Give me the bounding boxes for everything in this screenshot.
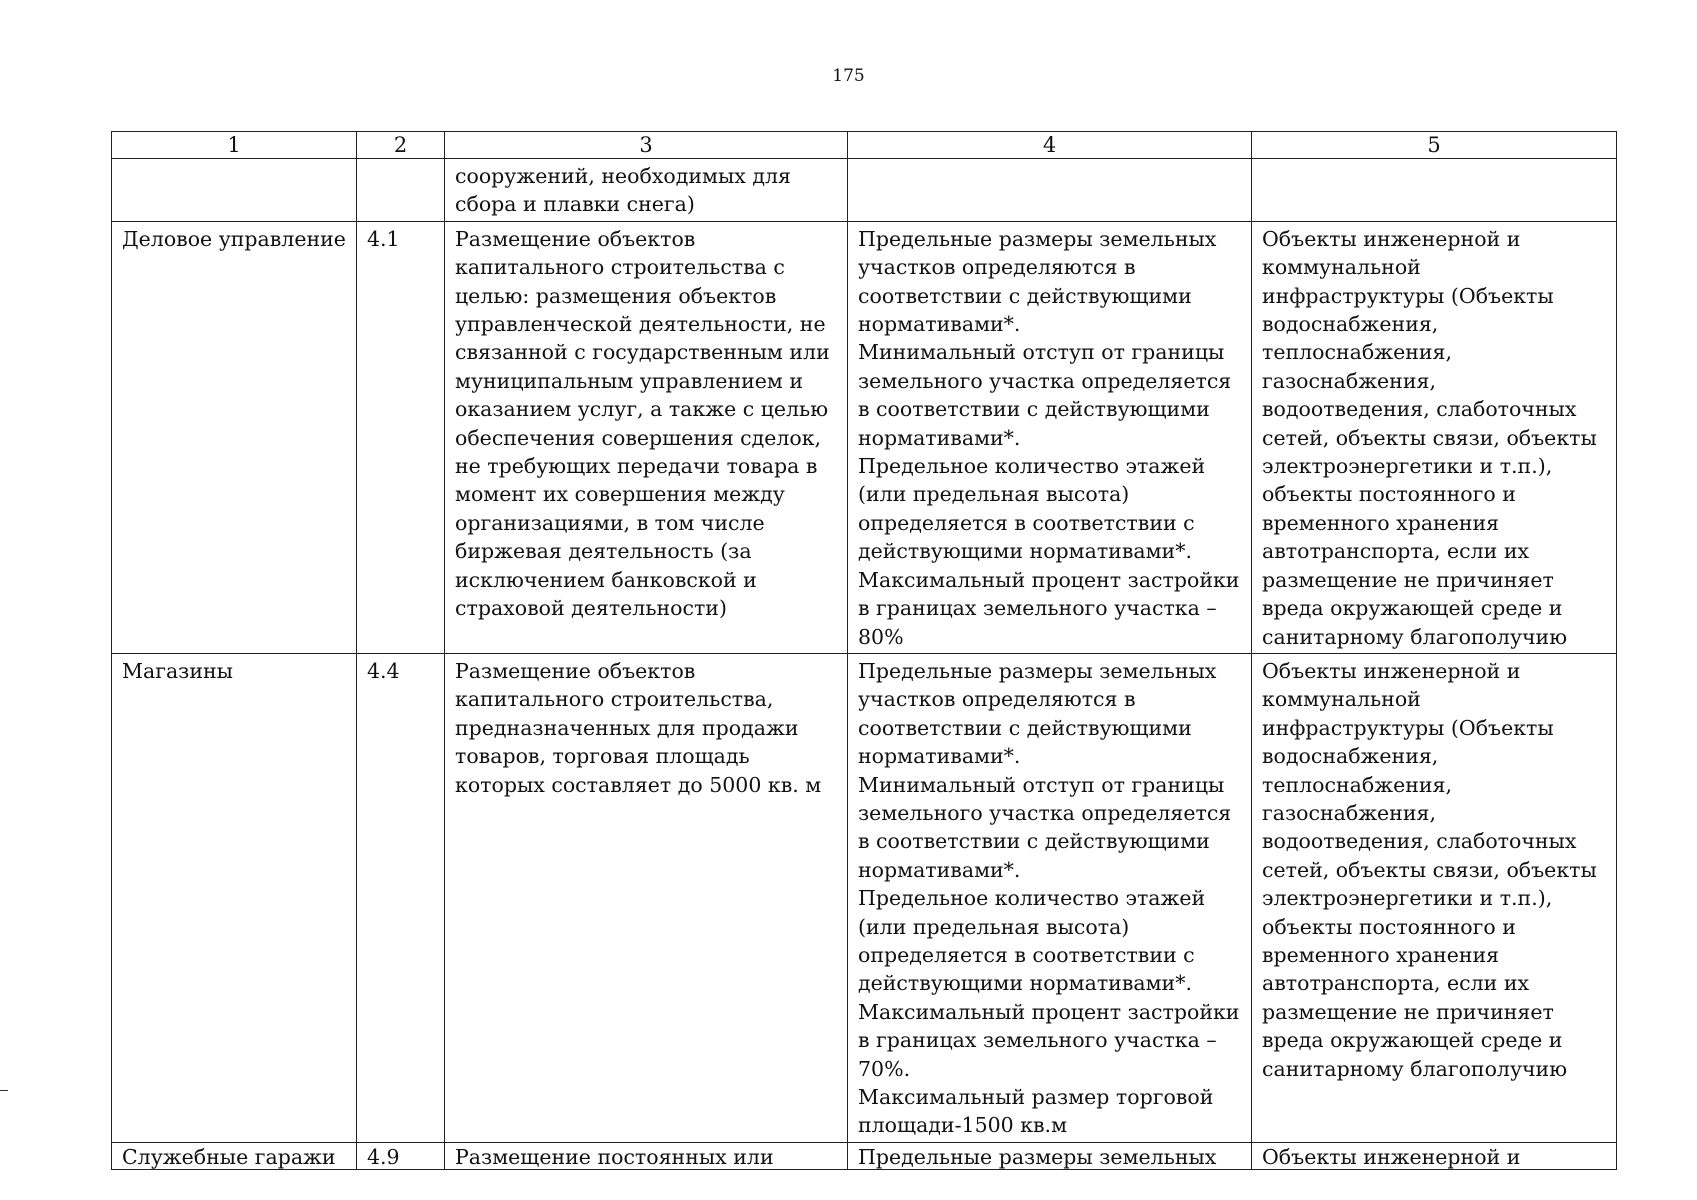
land-use-table xyxy=(111,131,1617,1170)
cell-use-name xyxy=(112,159,357,222)
table-row-service-garages xyxy=(112,1142,1617,1169)
cell-use-name: Деловое управление xyxy=(112,221,357,653)
parameter-line: Максимальный процент застройки в границах земельного участка – 80% xyxy=(858,567,1240,649)
parameter-line: Предельные размеры земельных участков определяются в соответствии с действующими нормативами*. xyxy=(858,226,1217,337)
column-header-1: 1 xyxy=(112,132,357,159)
parameter-line: Минимальный отступ от границы земельного участка определяется в соответствии с действующими нормативами*. xyxy=(858,340,1232,450)
cell-use-description: Размещение постоянных или xyxy=(445,1142,848,1169)
column-header-5: 5 xyxy=(1252,132,1617,159)
column-header-3: 3 xyxy=(445,132,848,159)
header-row xyxy=(112,132,1617,159)
page-number: 175 xyxy=(832,66,865,86)
cell-use-code: 4.4 xyxy=(357,653,445,1142)
table-row-shops xyxy=(112,653,1617,1142)
cell-use-name: Магазины xyxy=(112,653,357,1142)
cell-build-parameters xyxy=(848,221,1252,653)
cell-auxiliary-uses: Объекты инженерной и коммунальной инфраструктуры (Объекты водоснабжения, теплоснабжения, газоснабжения, водоотведения, слаботочных сетей, объекты связи, объекты электроэнергетики и т.п.), объекты постоянного и временного хранения автотранспорта, если их размещение не причиняет вреда окружающей среде и санитарному благополучию xyxy=(1252,653,1617,1142)
cell-use-name: Служебные гаражи xyxy=(112,1142,357,1169)
parameter-line: Предельное количество этажей (или предельная высота) определяется в соответствии с действующими нормативами*. xyxy=(858,886,1206,996)
table-body xyxy=(112,159,1617,1170)
parameter-line: Предельное количество этажей (или предельная высота) определяется в соответствии с действующими нормативами*. xyxy=(858,454,1206,564)
table-header xyxy=(112,132,1617,159)
parameter-line: Максимальный размер торговой площади-1500 кв.м xyxy=(858,1085,1214,1138)
column-header-4: 4 xyxy=(848,132,1252,159)
cell-auxiliary-uses: Объекты инженерной и xyxy=(1252,1142,1617,1169)
cell-build-parameters xyxy=(848,159,1252,222)
cell-use-code: 4.9 xyxy=(357,1142,445,1169)
table-row-continuation xyxy=(112,159,1617,222)
cell-auxiliary-uses xyxy=(1252,159,1617,222)
parameter-line: Предельные размеры земельных участков определяются в соответствии с действующими нормативами*. xyxy=(858,658,1217,769)
cell-use-code xyxy=(357,159,445,222)
parameter-line: Минимальный отступ от границы земельного участка определяется в соответствии с действующими нормативами*. xyxy=(858,772,1232,882)
table-row-business-management xyxy=(112,221,1617,653)
cell-use-description: Размещение объектов капитального строительства, предназначенных для продажи товаров, торговая площадь которых составляет до 5000 кв. м xyxy=(445,653,848,1142)
cell-auxiliary-uses: Объекты инженерной и коммунальной инфраструктуры (Объекты водоснабжения, теплоснабжения, газоснабжения, водоотведения, слаботочных сетей, объекты связи, объекты электроэнергетики и т.п.), объекты постоянного и временного хранения автотранспорта, если их размещение не причиняет вреда окружающей среде и санитарному благополучию xyxy=(1252,221,1617,653)
margin-mark xyxy=(0,1090,8,1091)
parameter-line: Максимальный процент застройки в границах земельного участка – 70%. xyxy=(858,999,1240,1081)
cell-use-description: Размещение объектов капитального строительства с целью: размещения объектов управленческой деятельности, не связанной с государственным или муниципальным управлением и оказанием услуг, а также с целью обеспечения совершения сделок, не требующих передачи товара в момент их совершения между организациями, в том числе биржевая деятельность (за исключением банковской и страховой деятельности) xyxy=(445,221,848,653)
cell-use-description: сооружений, необходимых для сбора и плавки снега) xyxy=(445,159,848,222)
cell-build-parameters xyxy=(848,653,1252,1142)
column-header-2: 2 xyxy=(357,132,445,159)
cell-use-code: 4.1 xyxy=(357,221,445,653)
cell-build-parameters: Предельные размеры земельных xyxy=(848,1142,1252,1169)
